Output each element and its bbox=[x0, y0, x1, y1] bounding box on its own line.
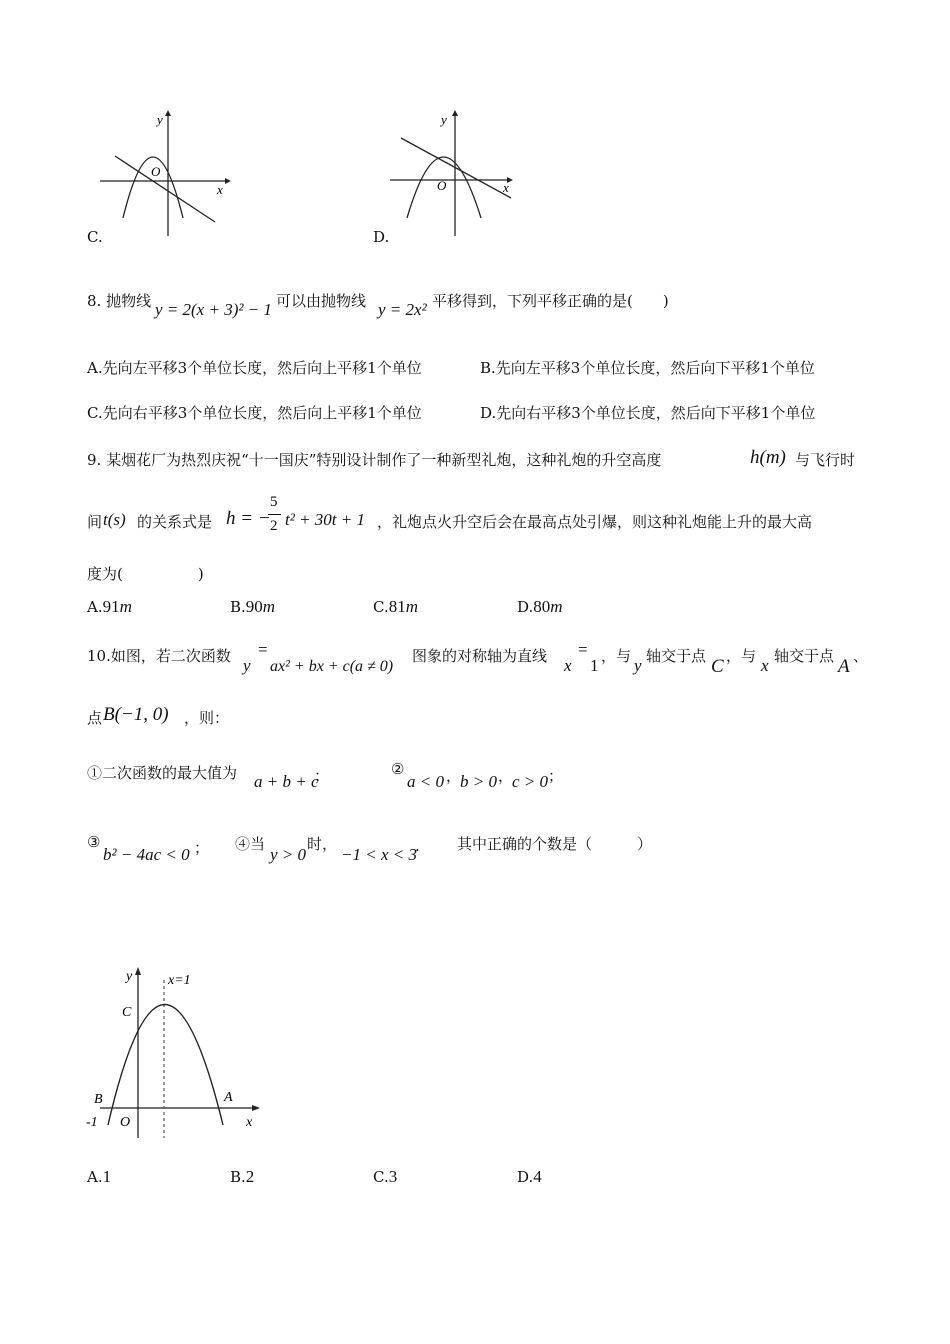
q9-option-d bbox=[517, 597, 563, 617]
q8-mid: 可以由抛物线 bbox=[276, 292, 367, 310]
q10-l2-b: ，则： bbox=[184, 709, 230, 727]
option-unit: m bbox=[405, 597, 418, 616]
option-unit: m bbox=[119, 597, 132, 616]
x-axis-label: x bbox=[503, 180, 509, 195]
q10-stmt1-text: ①二次函数的最大值为 bbox=[87, 764, 238, 782]
symmetry-axis-label: x=1 bbox=[168, 973, 191, 988]
q9-option-a bbox=[87, 597, 132, 617]
point-b-label: B bbox=[94, 1092, 103, 1107]
option-value: 90 bbox=[245, 597, 263, 616]
q10-l1-one: 1 bbox=[590, 656, 599, 675]
option-label: C. bbox=[373, 598, 389, 616]
q10-stmt4-f1: y > 0 bbox=[270, 845, 307, 864]
q10-stmt1-end: ； bbox=[314, 767, 330, 785]
q9-frac-bar bbox=[268, 514, 281, 515]
q10-l1-y2: y bbox=[634, 656, 642, 675]
q10-stmt1-formula: a + b + c bbox=[254, 772, 319, 791]
q10-l1-a: 10.如图，若二次函数 bbox=[87, 647, 231, 665]
q8-formula-1: y = 2(x + 3)² − 1 bbox=[155, 300, 272, 319]
q8-prefix: 8. 抛物线 bbox=[87, 292, 152, 310]
q10-option-b bbox=[230, 1167, 254, 1187]
q10-option-c bbox=[373, 1167, 397, 1187]
q10-parabola-graph bbox=[80, 960, 275, 1145]
point-c-label: C bbox=[122, 1005, 132, 1020]
q10-stmt4-end: . bbox=[415, 837, 420, 855]
q10-stmt3-formula: b² − 4ac < 0 bbox=[103, 845, 190, 864]
q10-option-a bbox=[87, 1167, 111, 1187]
graph-option-c bbox=[95, 108, 245, 243]
option-c-label: C. bbox=[87, 228, 103, 246]
q9-frac-numerator: 5 bbox=[270, 494, 278, 510]
q10-stmt2-f2: b > 0 bbox=[460, 772, 497, 791]
q10-stmt2-sep1: ， bbox=[446, 767, 462, 785]
q10-stmt4-when: 时， bbox=[307, 835, 338, 853]
q10-l1-y: y bbox=[243, 656, 251, 675]
option-value: 1 bbox=[102, 1167, 112, 1186]
q8-option-b: B.先向左平移3个单位长度，然后向下平移1个单位 bbox=[480, 359, 815, 377]
option-value: 2 bbox=[245, 1167, 255, 1186]
q10-l1-x2: x bbox=[761, 656, 769, 675]
option-label: B. bbox=[230, 598, 246, 616]
origin-label: O bbox=[151, 164, 161, 179]
q10-l2-a: 点 bbox=[87, 709, 103, 727]
origin-label: O bbox=[120, 1115, 131, 1130]
q10-stmt2-end: ； bbox=[548, 767, 564, 785]
graph-option-d bbox=[385, 108, 535, 243]
y-axis-label: y bbox=[126, 969, 133, 984]
q9-line1: 9. 某烟花厂为热烈庆祝“十一国庆”特别设计制作了一种新型礼炮，这种礼炮的升空高度 bbox=[87, 451, 662, 469]
y-axis-label: y bbox=[441, 112, 447, 127]
option-label: A. bbox=[87, 598, 103, 616]
q10-l1-c: ，与 bbox=[601, 647, 632, 665]
q9-h-equals: h = − bbox=[226, 508, 271, 529]
origin-label: O bbox=[437, 178, 447, 193]
q8-option-d: D.先向右平移3个单位长度，然后向下平移1个单位 bbox=[480, 404, 816, 422]
option-unit: m bbox=[262, 597, 276, 616]
option-label: D. bbox=[517, 1168, 534, 1186]
q10-l1-d: 轴交于点 bbox=[646, 647, 707, 665]
q10-l1-formula: ax² + bx + c(a ≠ 0) bbox=[270, 658, 394, 675]
q10-point-b: B(−1, 0) bbox=[103, 704, 169, 725]
q10-stmt2-num: ② bbox=[391, 760, 405, 778]
q9-option-c bbox=[373, 597, 418, 617]
q8-option-a: A.先向左平移3个单位长度，然后向上平移1个单位 bbox=[87, 359, 422, 377]
q10-stmt2-sep2: ， bbox=[498, 767, 514, 785]
q10-stmt3-num: ③ bbox=[87, 833, 101, 851]
q10-question-tail: 其中正确的个数是（ ） bbox=[457, 835, 653, 853]
option-value: 81 bbox=[388, 597, 406, 616]
q10-l1-eq: = bbox=[258, 640, 268, 659]
q9-line3: 度为( ) bbox=[87, 565, 204, 583]
option-value: 80 bbox=[533, 597, 551, 616]
y-axis-label: y bbox=[157, 112, 163, 127]
q9-time-unit: t(s) bbox=[103, 510, 126, 529]
q10-option-d bbox=[517, 1167, 542, 1187]
option-label: C. bbox=[373, 1168, 389, 1186]
q10-l1-b: 图象的对称轴为直线 bbox=[412, 647, 548, 665]
q9-formula-rest: t² + 30t + 1 bbox=[285, 510, 365, 529]
q10-l1-e: ，与 bbox=[726, 647, 757, 665]
q10-l1-eq2: = bbox=[578, 640, 588, 659]
x-axis-label: x bbox=[246, 1115, 253, 1130]
q9-option-b bbox=[230, 597, 275, 617]
q10-point-c: C bbox=[711, 656, 724, 677]
q8-formula-2: y = 2x² bbox=[378, 300, 427, 319]
q8-option-c: C.先向右平移3个单位长度，然后向上平移1个单位 bbox=[87, 404, 422, 422]
q9-height-unit: h(m) bbox=[750, 447, 786, 468]
neg-one-label: -1 bbox=[86, 1115, 98, 1130]
option-label: B. bbox=[230, 1168, 246, 1186]
q10-stmt2-f3: c > 0 bbox=[512, 772, 549, 791]
option-value: 91 bbox=[102, 597, 120, 616]
option-unit: m bbox=[550, 597, 563, 616]
q9-line2-mid: 的关系式是 bbox=[137, 513, 213, 531]
x-axis-label: x bbox=[217, 182, 223, 197]
q10-stmt4-text: ④当 bbox=[235, 835, 266, 853]
q9-line2-end: ，礼炮点火升空后会在最高点处引爆，则这种礼炮能上升的最大高 bbox=[377, 513, 813, 531]
q10-l1-x: x bbox=[564, 656, 572, 675]
q10-stmt2-f1: a < 0 bbox=[407, 772, 444, 791]
option-value: 4 bbox=[533, 1167, 542, 1186]
q10-stmt4-f2: −1 < x < 3 bbox=[341, 845, 417, 864]
q8-suffix: 平移得到，下列平移正确的是( ) bbox=[432, 292, 669, 310]
q10-point-a: A bbox=[838, 656, 850, 677]
q9-line2-start: 间 bbox=[87, 513, 103, 531]
option-d-label: D. bbox=[373, 228, 390, 246]
q10-l1-f: 轴交于点 bbox=[774, 647, 835, 665]
q10-stmt3-end: ； bbox=[194, 839, 210, 857]
option-value: 3 bbox=[388, 1167, 398, 1186]
option-label: D. bbox=[517, 598, 534, 616]
q10-l1-g: 、 bbox=[853, 647, 869, 665]
option-label: A. bbox=[87, 1168, 103, 1186]
point-a-label: A bbox=[224, 1090, 233, 1105]
q9-line1-end: 与飞行时 bbox=[795, 451, 856, 469]
q9-frac-denominator: 2 bbox=[270, 518, 278, 534]
